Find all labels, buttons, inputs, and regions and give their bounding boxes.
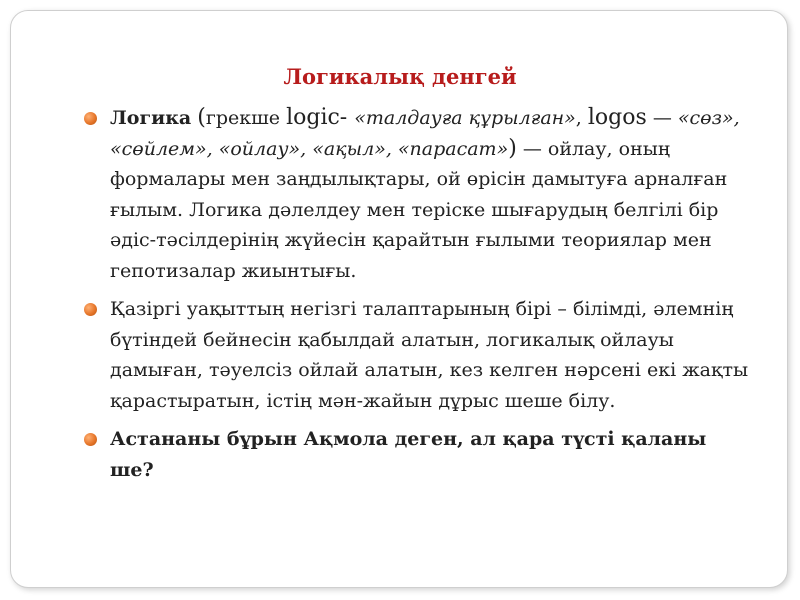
logic-word: logic- (286, 105, 355, 130)
definition-text: — ойлау, оның формалары мен заңдылықтары, ой өрісін дамытуға арналған ғылым. Логика дәлелдеу мен теріске шығарудың белгілі бір әдіс-тәсілдерінің жүйесін қарайтын ғылыми теориялар мен гепотизалар жиынтығы. (110, 137, 728, 282)
list-item-question (84, 424, 754, 485)
bullet-icon (84, 303, 97, 316)
question-text: Астананы бұрын Ақмола деген, ал қара түсті қаланы ше? (110, 428, 707, 481)
logic-meaning: «талдауға құрылған» (354, 107, 576, 129)
term-logic: Логика (110, 107, 192, 129)
bullet-icon (84, 112, 97, 125)
bullet-icon (84, 433, 97, 446)
open-paren: ( (197, 105, 206, 130)
greek-word: грекше (205, 107, 287, 129)
close-paren: ) (508, 135, 517, 161)
slide-title: Логикалық денгей (283, 64, 517, 89)
dash: — (652, 107, 678, 129)
bullet-list (84, 103, 754, 493)
logos-meaning: «сөз», «сөйлем», «ойлау», «ақыл», «парасат» (110, 107, 740, 160)
comma: , (575, 107, 588, 129)
logos-word: logos (587, 105, 647, 130)
list-item-logic-definition (84, 103, 754, 286)
list-item-modern-requirement (84, 294, 754, 416)
requirement-text: Қазіргі уақыттың негізгі талаптарының бірі – білімді, әлемнің бүтіндей бейнесін қабылдай алатын, логикалық ойлауы дамыған, тәуелсіз ойлай алатын, кез келген нәрсені екі жақты қарастыратын, істің мән-жайын дұрыс шеше білу. (110, 298, 749, 412)
